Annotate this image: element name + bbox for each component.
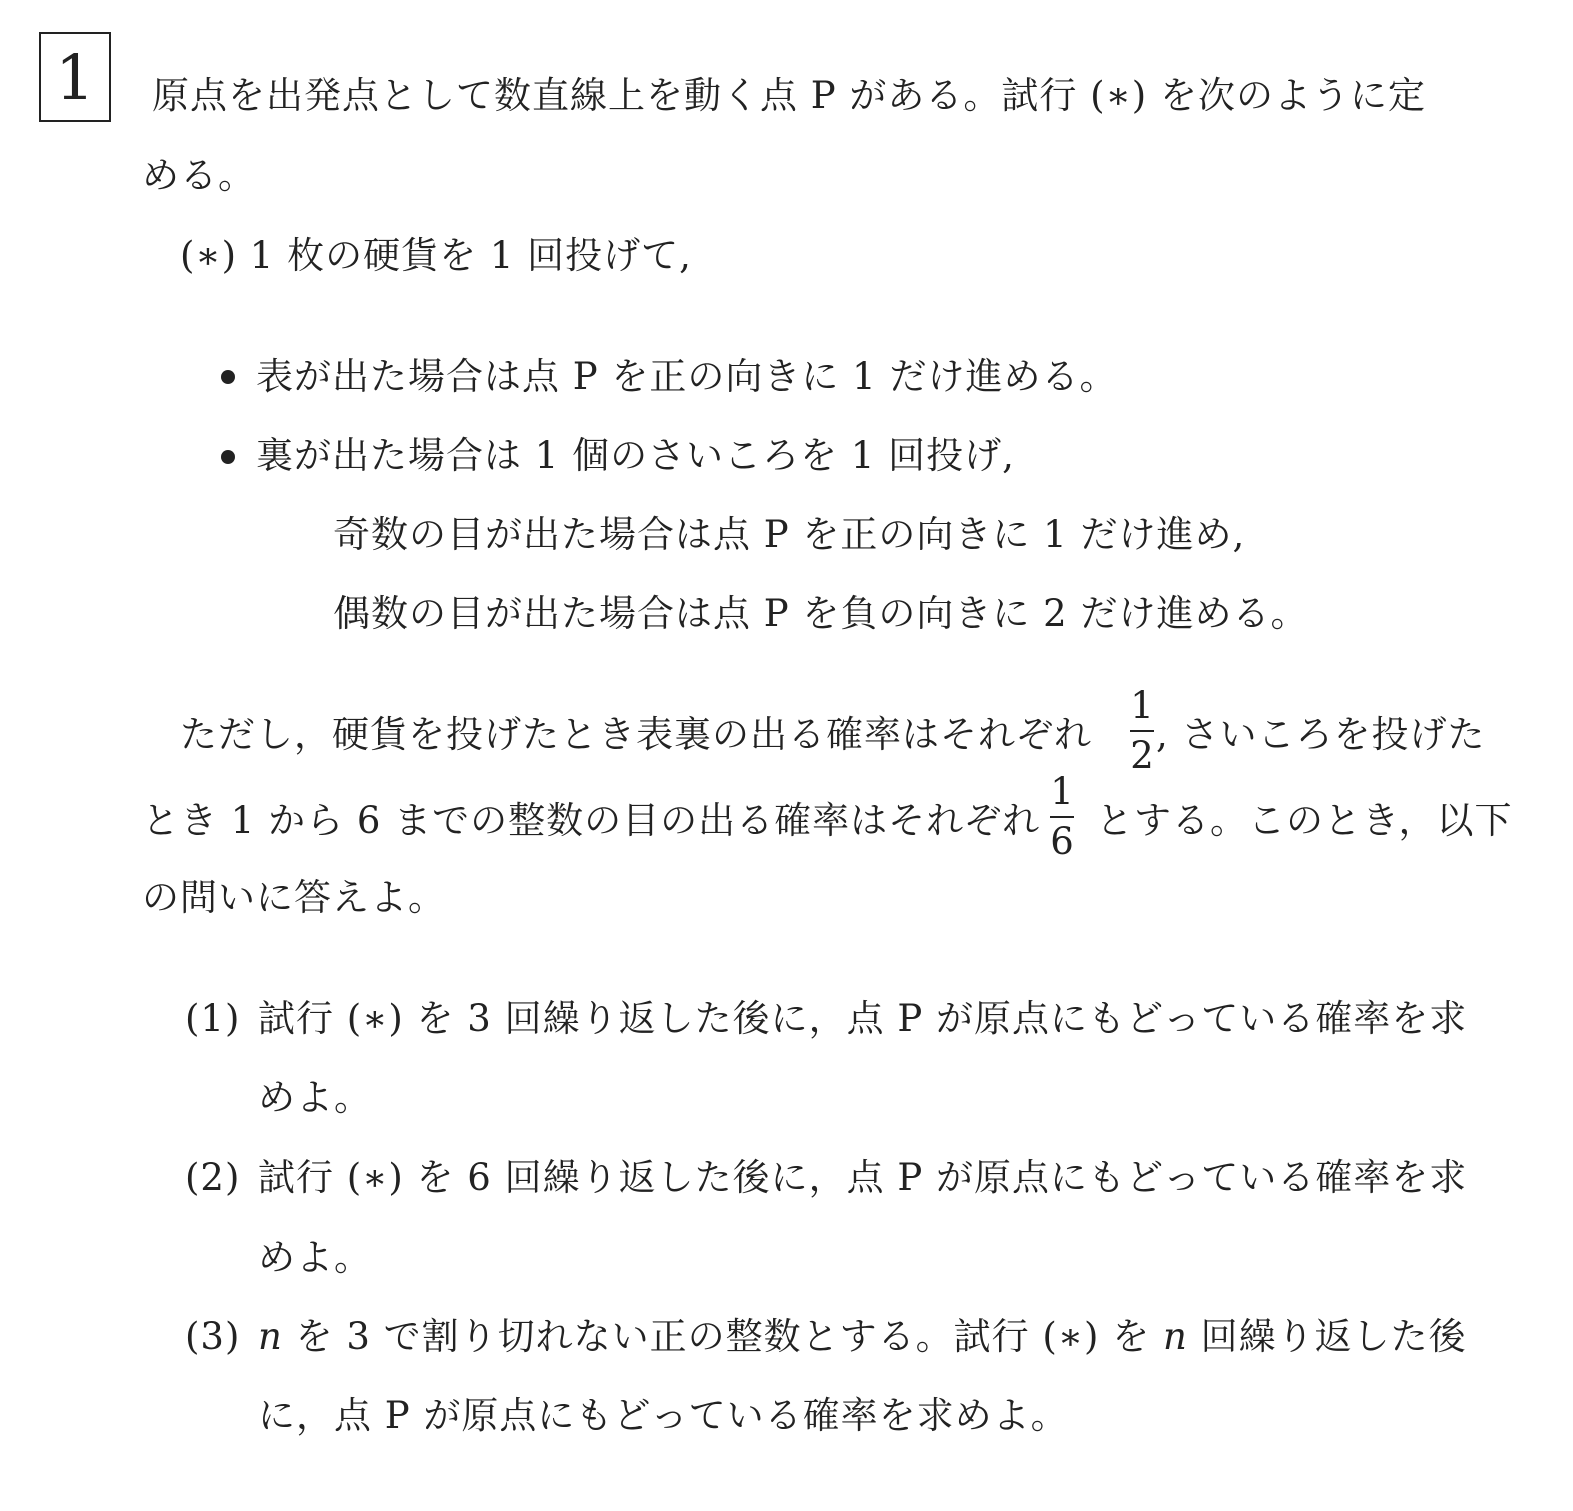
- question-1-label: (1): [185, 997, 241, 1040]
- bullet-icon: [221, 370, 235, 384]
- trial-sub-odd: 奇数の目が出た場合は点 P を正の向きに 1 だけ進め,: [333, 513, 1246, 556]
- conditions-line-3: の問いに答えよ。: [142, 876, 446, 919]
- fraction-denominator: 2: [1130, 734, 1154, 777]
- intro-line-1: 原点を出発点として数直線上を動く点 P がある。試行 (∗) を次のように定: [152, 74, 1426, 117]
- variable-n: n: [1162, 1315, 1188, 1358]
- conditions-line-2a: とき 1 から 6 までの整数の目の出る確率はそれぞれ: [142, 799, 1041, 842]
- fraction-numerator: 1: [1130, 684, 1154, 727]
- question-2-line-1: 試行 (∗) を 6 回繰り返した後に，点 P が原点にもどっている確率を求: [258, 1156, 1468, 1199]
- trial-bullet-tails: 裏が出た場合は 1 個のさいころを 1 回投げ,: [256, 434, 1015, 477]
- question-3-label: (3): [185, 1315, 241, 1358]
- question-2-label: (2): [185, 1156, 241, 1199]
- question-3-text-a: を 3 で割り切れない正の整数とする。試行 (∗) を: [295, 1315, 1151, 1358]
- fraction-one-sixth: [1044, 772, 1080, 862]
- bullet-icon: [221, 450, 235, 464]
- variable-n: n: [258, 1315, 283, 1358]
- question-1-line-2: めよ。: [258, 1076, 372, 1119]
- trial-sub-even: 偶数の目が出た場合は点 P を負の向きに 2 だけ進める。: [333, 592, 1309, 635]
- question-3-text-b: 回繰り返した後: [1200, 1315, 1467, 1358]
- trial-header: (∗) 1 枚の硬貨を 1 回投げて,: [180, 234, 692, 277]
- fraction-denominator: 6: [1050, 820, 1074, 863]
- intro-line-2: める。: [142, 154, 256, 197]
- conditions-line-1a: ただし，硬貨を投げたとき表裏の出る確率はそれぞれ: [180, 713, 1092, 756]
- fraction-one-half: [1124, 686, 1160, 776]
- question-2-line-2: めよ。: [258, 1236, 372, 1279]
- question-3-line-2: に，点 P が原点にもどっている確率を求めよ。: [258, 1394, 1069, 1437]
- question-1-line-1: 試行 (∗) を 3 回繰り返した後に，点 P が原点にもどっている確率を求: [258, 997, 1468, 1040]
- conditions-line-1b: , さいころを投げた: [1156, 713, 1486, 756]
- fraction-bar: [1050, 816, 1074, 818]
- fraction-bar: [1130, 730, 1154, 732]
- problem-number-box: 1: [39, 32, 111, 122]
- trial-bullet-heads: 表が出た場合は点 P を正の向きに 1 だけ進める。: [256, 355, 1118, 398]
- question-3-line-1: [258, 1315, 1467, 1359]
- fraction-numerator: 1: [1050, 770, 1074, 813]
- conditions-line-2b: とする。このとき，以下: [1096, 799, 1513, 842]
